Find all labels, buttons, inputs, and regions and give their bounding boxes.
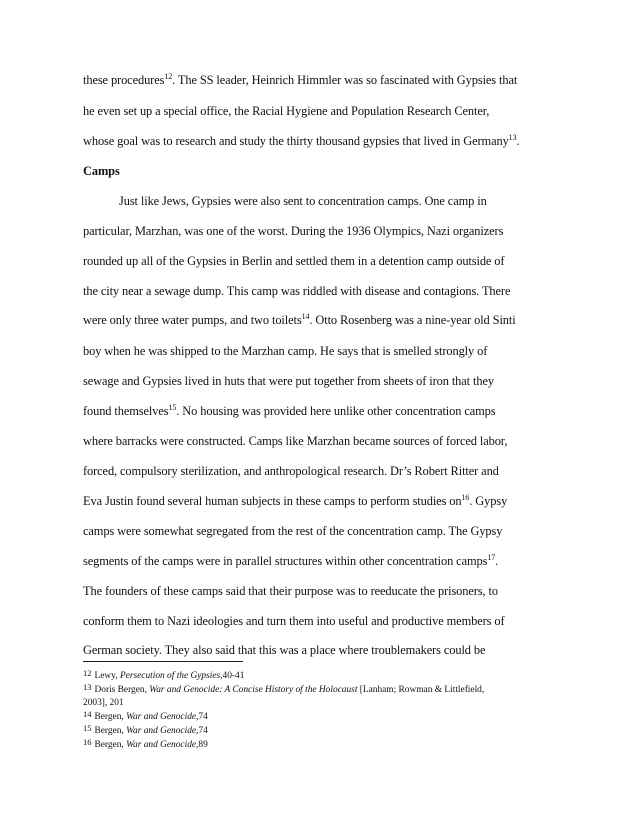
footnote-12: $^{12}$ Lewy, Persecution of the Gypsies,40-41 — [83, 668, 245, 681]
body-line-6: particular, Marzhan, was one of the worst. During the 1936 Olympics, Nazi organizers — [83, 224, 504, 238]
body-line-14: forced, compulsory sterilization, and anthropological research. Dr’s Robert Ritter and — [83, 464, 499, 478]
footnote-separator — [83, 661, 243, 662]
footnote-13: $^{13}$ Doris Bergen, War and Genocide: A Concise History of the Holocaust [Lanham; Rowman & Littlefield, — [83, 682, 485, 695]
body-line-18: The founders of these camps said that their purpose was to reeducate the prisoners, to — [83, 584, 498, 598]
footnote-15: $^{15}$ Bergen, War and Genocide,74 — [83, 723, 208, 736]
footnote-ref-16[interactable]: 16 — [461, 493, 470, 502]
body-line-8: the city near a sewage dump. This camp was riddled with disease and contagions. There — [83, 284, 511, 298]
body-line-12: found themselves$^{15}$. No housing was provided here unlike other concentration camps — [83, 403, 496, 418]
footnote-ref-17[interactable]: 17 — [487, 553, 496, 562]
footnote-ref-15[interactable]: 15 — [168, 403, 177, 412]
body-line-5: Just like Jews, Gypsies were also sent to concentration camps. One camp in — [119, 194, 487, 208]
body-line-7: rounded up all of the Gypsies in Berlin and settled them in a detention camp outside of — [83, 254, 505, 268]
body-line-10: boy when he was shipped to the Marzhan camp. He says that is smelled strongly of — [83, 344, 488, 358]
footnote-16: $^{16}$ Bergen, War and Genocide,89 — [83, 737, 208, 750]
footnote-ref-12[interactable]: 12 — [164, 72, 173, 81]
body-line-13: where barracks were constructed. Camps like Marzhan became sources of forced labor, — [83, 434, 508, 448]
body-line-1: these procedures$^{12}$. The SS leader, Heinrich Himmler was so fascinated with Gypsies that — [83, 72, 518, 87]
body-line-17: segments of the camps were in parallel structures within other concentration camps$^{17}$. — [83, 553, 499, 568]
body-line-15: Eva Justin found several human subjects in these camps to perform studies $on^{16}$. Gypsy — [83, 493, 508, 508]
section-heading: Camps — [83, 164, 120, 178]
footnote-ref-13[interactable]: 13 — [508, 133, 517, 142]
footnote-14: $^{14}$ Bergen, War and Genocide,74 — [83, 709, 208, 722]
body-line-11: sewage and Gypsies lived in huts that were put together from sheets of iron that they — [83, 374, 494, 388]
body-line-16: camps were somewhat segregated from the rest of the concentration camp. The Gypsy — [83, 524, 503, 538]
body-line-19: conform them to Nazi ideologies and turn them into useful and productive members of — [83, 614, 505, 628]
footnote-ref-14[interactable]: 14 — [301, 312, 310, 321]
body-line-3: whose goal was to research and study the thirty thousand gypsies that lived in Germany$^{13}$. — [83, 133, 520, 148]
footnote-13-cont: 2003], 201 — [83, 698, 124, 708]
body-line-2: he even set up a special office, the Racial Hygiene and Population Research Center, — [83, 104, 490, 118]
body-line-9: were only three water pumps, and two toilets$^{14}$. Otto Rosenberg was a nine-year old Sinti — [83, 312, 516, 327]
body-line-20: German society. They also said that this was a place where troublemakers could be — [83, 643, 486, 657]
